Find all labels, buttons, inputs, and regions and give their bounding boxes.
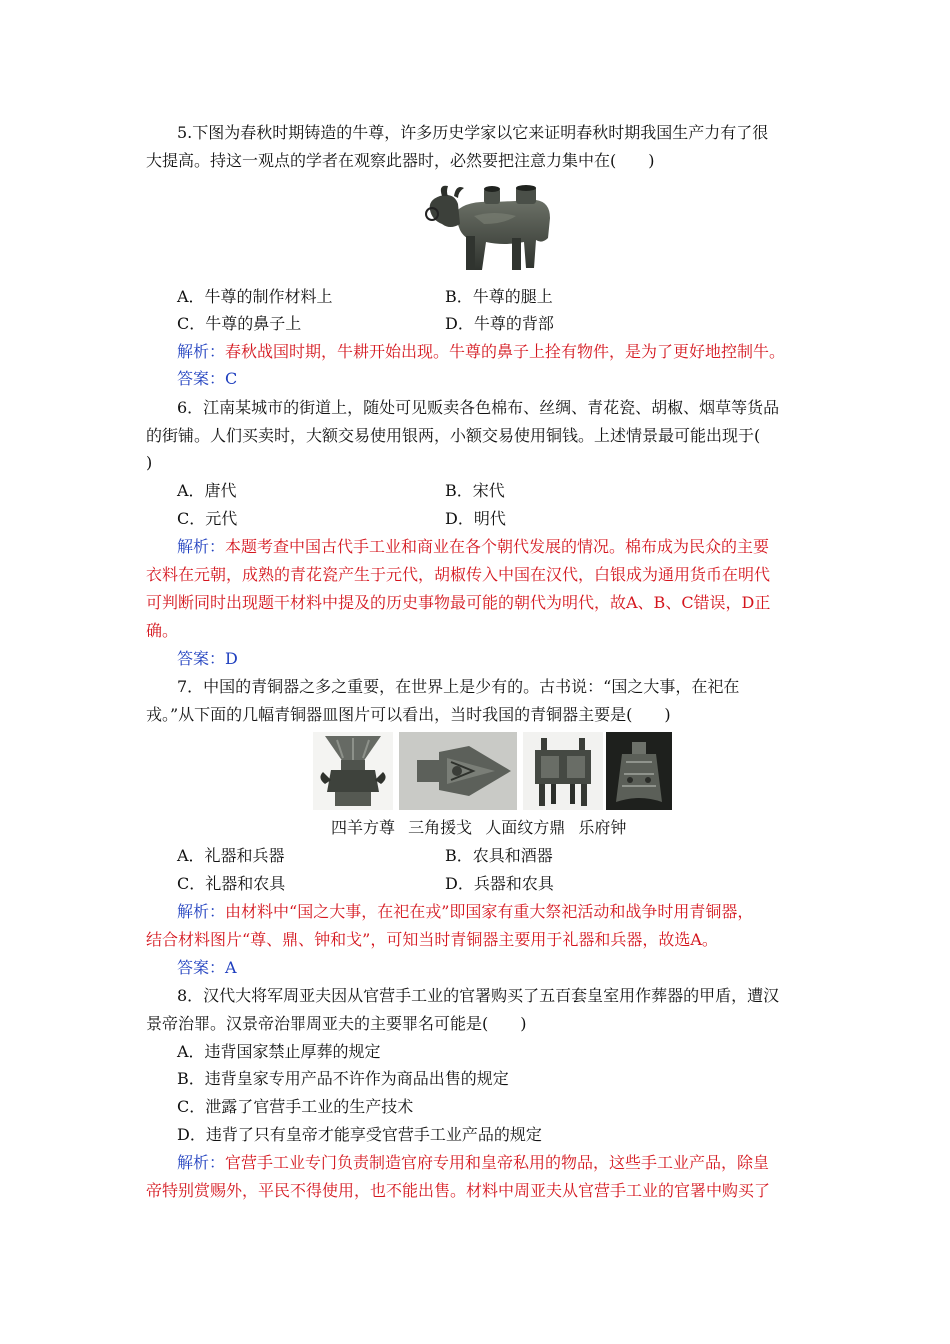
q7-image-captions	[331, 818, 691, 838]
q8-analysis-text1: 官营手工业专门负责制造官府专用和皇帝私用的物品，这些手工业产品，除皇	[225, 1153, 770, 1172]
q6-answer: 答案：D	[177, 649, 238, 668]
q6-option-d: D．明代	[445, 509, 506, 528]
q7-option-c: C．礼器和农具	[177, 874, 286, 893]
q8-analysis-line1	[177, 1153, 841, 1173]
q5-option-d: D．牛尊的背部	[445, 314, 554, 333]
q7-analysis-label: 解析：	[177, 902, 226, 921]
q6-stem-line2: 的街铺。人们买卖时，大额交易使用银两，小额交易使用铜钱。上述情景最可能出现于(	[146, 426, 761, 445]
triangle-ge-image	[399, 732, 517, 810]
q5-option-c: C．牛尊的鼻子上	[177, 314, 302, 333]
q5-analysis	[177, 342, 841, 362]
q7-analysis-text1: 由材料中“国之大事，在祀在戎”即国家有重大祭祀活动和战争时用青铜器，	[225, 902, 754, 921]
caption-human-face-ding: 人面纹方鼎	[485, 818, 566, 837]
q6-option-a: A．唐代	[177, 481, 237, 500]
four-ram-zun-image	[313, 732, 393, 810]
q7-analysis-line2: 结合材料图片“尊、鼎、钟和戈”，可知当时青铜器主要用于礼器和兵器，故选A。	[146, 930, 718, 949]
q5-analysis-text: 春秋战国时期，牛耕开始出现。牛尊的鼻子上拴有物件，是为了更好地控制牛。	[225, 342, 786, 361]
q5-option-a: A．牛尊的制作材料上	[177, 287, 333, 306]
q6-option-c: C．元代	[177, 509, 238, 528]
q5-stem-line1: 5.下图为春秋时期铸造的牛尊，许多历史学家以它来证明春秋时期我国生产力有了很	[177, 123, 769, 142]
caption-four-ram-zun: 四羊方尊	[331, 818, 396, 837]
caption-triangle-ge: 三角援戈	[408, 818, 473, 837]
q7-analysis-line1	[177, 902, 841, 922]
q8-option-c: C．泄露了官营手工业的生产技术	[177, 1097, 414, 1116]
q6-analysis-line3: 可判断同时出现题干材料中提及的历史事物最可能的朝代为明代，故A、B、C错误，D正	[146, 593, 771, 612]
q8-analysis-label: 解析：	[177, 1153, 226, 1172]
q5-analysis-label: 解析：	[177, 342, 226, 361]
ox-zun-image	[424, 180, 560, 276]
q6-option-b: B．宋代	[445, 481, 505, 500]
q6-analysis-line2: 衣料在元朝，成熟的青花瓷产生于元代，胡椒传入中国在汉代，白银成为通用货币在明代	[146, 565, 771, 584]
q5-answer: 答案：C	[177, 369, 238, 388]
q6-analysis-line1	[177, 537, 841, 557]
q8-analysis-line2: 帝特别赏赐外，平民不得使用，也不能出售。材料中周亚夫从官营手工业的官署中购买了	[146, 1181, 771, 1200]
q7-stem-line2: 戎。”从下面的几幅青铜器皿图片可以看出，当时我国的青铜器主要是( )	[146, 705, 671, 724]
q6-analysis-text1: 本题考查中国古代手工业和商业在各个朝代发展的情况。棉布成为民众的主要	[225, 537, 770, 556]
q6-stem-line3: )	[146, 453, 153, 472]
q7-option-d: D．兵器和农具	[445, 874, 554, 893]
q8-stem-line1: 8．汉代大将军周亚夫因从官营手工业的官署购买了五百套皇室用作葬器的甲盾，遭汉	[177, 986, 780, 1005]
q8-option-b: B．违背皇家专用产品不许作为商品出售的规定	[177, 1069, 509, 1088]
q6-analysis-label: 解析：	[177, 537, 226, 556]
q6-stem-line1: 6．江南某城市的街道上，随处可见贩卖各色棉布、丝绸、青花瓷、胡椒、烟草等货品	[177, 398, 780, 417]
q7-stem-line1: 7．中国的青铜器之多之重要，在世界上是少有的。古书说：“国之大事，在祀在	[177, 677, 740, 696]
q8-stem-line2: 景帝治罪。汉景帝治罪周亚夫的主要罪名可能是( )	[146, 1014, 527, 1033]
q6-analysis-line4: 确。	[146, 621, 179, 640]
q5-option-b: B．牛尊的腿上	[445, 287, 553, 306]
q7-option-a: A．礼器和兵器	[177, 846, 285, 865]
human-face-ding-image	[523, 732, 603, 810]
q8-option-d: D．违背了只有皇帝才能享受官营手工业产品的规定	[177, 1125, 542, 1144]
q7-answer: 答案：A	[177, 958, 237, 977]
q7-option-b: B．农具和酒器	[445, 846, 553, 865]
q5-stem-line2: 大提高。持这一观点的学者在观察此器时，必然要把注意力集中在( )	[146, 151, 655, 170]
caption-yuefu-bell: 乐府钟	[578, 818, 627, 837]
yuefu-bell-image	[606, 732, 672, 810]
q8-option-a: A．违背国家禁止厚葬的规定	[177, 1042, 381, 1061]
